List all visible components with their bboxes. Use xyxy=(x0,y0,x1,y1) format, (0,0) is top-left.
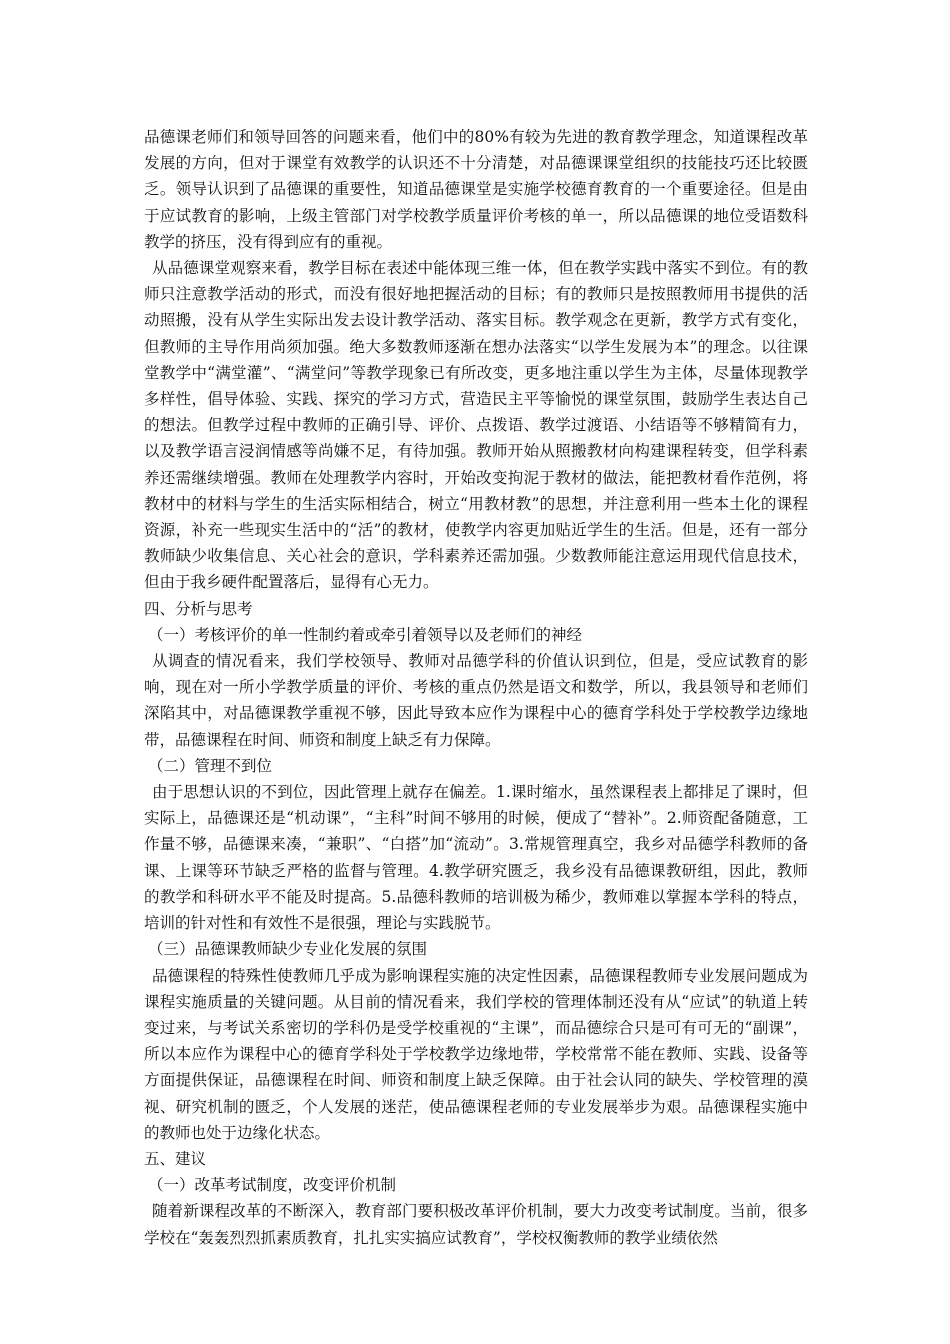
section-heading-analysis: 四、分析与思考 xyxy=(144,599,253,618)
paragraph-attitude: 品德课老师们和领导回答的问题来看，他们中的80%有较为先进的教育教学理念，知道课程改革发展的方向，但对于课堂有效教学的认识还不十分清楚，对品德课课堂组织的技能技巧还比较匮乏。领导认识到了品德课的重要性，知道品德课堂是实施学校德育教育的一个重要途径。但是由于应试教育的影响，上级主管部门对学校教学质量评价考核的单一，所以品德课的地位受语数科教学的挤压，没有得到应有的重视。 xyxy=(144,128,808,251)
subheading-management: （二）管理不到位 xyxy=(148,756,273,775)
section-heading-suggestions: 五、建议 xyxy=(144,1149,207,1168)
subheading-evaluation: （一）考核评价的单一性制约着或牵引着领导以及老师们的神经 xyxy=(148,625,583,644)
paragraph-teacher-development: 品德课程的特殊性使教师几乎成为影响课程实施的决定性因素，品德课程教师专业发展问题成为课程实施质量的关键问题。从目前的情况看来，我们学校的管理体制还没有从“应试”的轨道上转变过来，与考试关系密切的学科仍是受学校重视的“主课”，而品德综合只是可有可无的“副课”，所以本应作为课程中心的德育学科处于学校教学边缘地带，学校常常不能在教师、实践、设备等方面提供保证，品德课程在时间、师资和制度上缺乏保障。由于社会认同的缺失、学校管理的漠视、研究机制的匮乏，个人发展的迷茫，使品德课程老师的专业发展举步为艰。品德课程实施中的教师也处于边缘化状态。 xyxy=(144,966,808,1142)
subheading-exam-reform: （一）改革考试制度，改变评价机制 xyxy=(148,1176,397,1195)
paragraph-classroom-observation: 从品德课堂观察来看，教学目标在表述中能体现三维一体，但在教学实践中落实不到位。有的教师只注意教学活动的形式，而没有很好地把握活动的目标；有的教师只是按照教师用书提供的活动照搬，没有从学生实际出发去设计教学活动、落实目标。教学观念在更新，教学方式有变化，但教师的主导作用尚须加强。绝大多数教师逐渐在想办法落实“以学生发展为本”的理念。以往课堂教学中“满堂灌”、“满堂问”等教学现象已有所改变，更多地注重以学生为主体，尽量体现教学多样性，倡导体验、实践、探究的学习方式，营造民主平等愉悦的课堂氛围，鼓励学生表达自己的想法。但教学过程中教师的正确引导、评价、点拨语、教学过渡语、小结语等不够精简有力，以及教学语言浸润情感等尚嫌不足，有待加强。教师开始从照搬教材向构建课程转变，但学科素养还需继续增强。教师在处理教学内容时，开始改变拘泥于教材的做法，能把教材看作范例，将教材中的材料与学生的生活实际相结合，树立“用教材教”的思想，并注意利用一些本土化的课程资源，补充一些现实生活中的“活”的教材，使教学内容更加贴近学生的生活。但是，还有一部分教师缺少收集信息、关心社会的意识，学科素养还需加强。少数教师能注意运用现代信息技术，但由于我乡硬件配置落后，显得有心无力。 xyxy=(144,259,808,592)
subheading-teacher-development: （三）品德课教师缺少专业化发展的氛围 xyxy=(148,940,428,959)
paragraph-exam-reform: 随着新课程改革的不断深入，教育部门要积极改革评价机制，要大力改变考试制度。当前，很多学校在“轰轰烈烈抓素质教育，扎扎实实搞应试教育”，学校权衡教师的教学业绩依然 xyxy=(144,1202,808,1247)
paragraph-management: 由于思想认识的不到位，因此管理上就存在偏差。1.课时缩水，虽然课程表上都排足了课时，但实际上，品德课还是“机动课”，“主科”时间不够用的时候，便成了“替补”。2.师资配备随意，工作量不够，品德课来凑，“兼职”、“白搭”加“流动”。3.常规管理真空，我乡对品德学科教师的备课、上课等环节缺乏严格的监督与管理。4.教学研究匮乏，我乡没有品德课教研组，因此，教师的教学和科研水平不能及时提高。5.品德科教师的培训极为稀少，教师难以掌握本学科的特点，培训的针对性和有效性不是很强，理论与实践脱节。 xyxy=(144,783,808,933)
paragraph-evaluation: 从调查的情况看来，我们学校领导、教师对品德学科的价值认识到位，但是，受应试教育的影响，现在对一所小学教学质量的评价、考核的重点仍然是语文和数学，所以，我县领导和老师们深陷其中，对品德课教学重视不够，因此导致本应作为课程中心的德育学科处于学校教学边缘地带，品德课程在时间、师资和制度上缺乏有力保障。 xyxy=(144,652,808,749)
document-page xyxy=(144,124,808,1251)
